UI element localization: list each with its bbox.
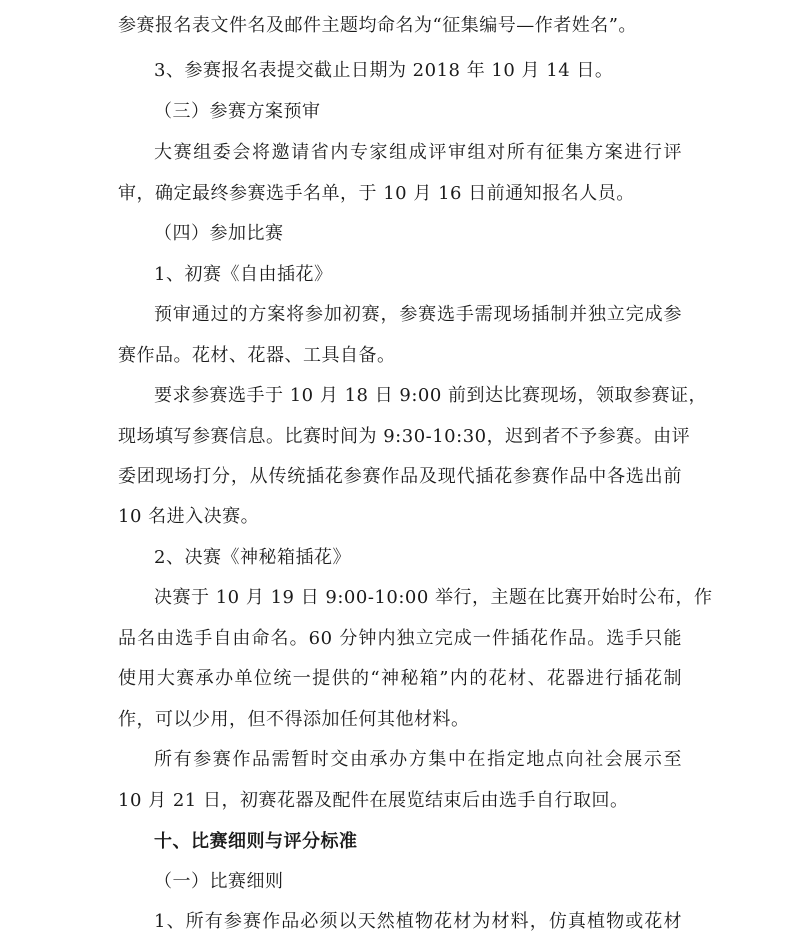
item-heading: 1、初赛《自由插花》 <box>154 264 333 285</box>
paragraph-line: 1、所有参赛作品必须以天然植物花材为材料，仿真植物或花材 <box>154 911 682 932</box>
section-subheading: （四）参加比赛 <box>154 223 284 244</box>
paragraph-line: 委团现场打分，从传统插花参赛作品及现代插花参赛作品中各选出前 <box>118 466 682 487</box>
paragraph-line: 3、参赛报名表提交截止日期为 2018 年 10 月 14 日。 <box>154 60 614 81</box>
paragraph-line: 审，确定最终参赛选手名单，于 10 月 16 日前通知报名人员。 <box>118 183 635 204</box>
paragraph-line: 现场填写参赛信息。比赛时间为 9:30-10:30，迟到者不予参赛。由评 <box>118 426 691 447</box>
paragraph-line: 决赛于 10 月 19 日 9:00-10:00 举行，主题在比赛开始时公布，作 <box>154 587 713 608</box>
paragraph-line: 所有参赛作品需暂时交由承办方集中在指定地点向社会展示至 <box>154 749 682 770</box>
paragraph-line: 大赛组委会将邀请省内专家组成评审组对所有征集方案进行评 <box>154 142 682 163</box>
paragraph-line: 使用大赛承办单位统一提供的“神秘箱”内的花材、花器进行插花制 <box>118 668 682 689</box>
item-heading: 2、决赛《神秘箱插花》 <box>154 547 351 568</box>
paragraph-line: 参赛报名表文件名及邮件主题均命名为“征集编号—作者姓名”。 <box>118 15 637 36</box>
paragraph-line: 赛作品。花材、花器、工具自备。 <box>118 345 396 366</box>
paragraph-line: 10 名进入决赛。 <box>118 506 260 527</box>
section-heading: 十、比赛细则与评分标准 <box>154 831 358 852</box>
section-subheading: （三）参赛方案预审 <box>154 101 321 122</box>
paragraph-line: 要求参赛选手于 10 月 18 日 9:00 前到达比赛现场，领取参赛证， <box>154 385 708 406</box>
paragraph-line: 10 月 21 日，初赛花器及配件在展览结束后由选手自行取回。 <box>118 790 629 811</box>
paragraph-line: 预审通过的方案将参加初赛，参赛选手需现场插制并独立完成参 <box>154 304 682 325</box>
section-subheading: （一）比赛细则 <box>154 871 284 892</box>
paragraph-line: 作，可以少用，但不得添加任何其他材料。 <box>118 709 470 730</box>
paragraph-line: 品名由选手自由命名。60 分钟内独立完成一件插花作品。选手只能 <box>118 628 682 649</box>
